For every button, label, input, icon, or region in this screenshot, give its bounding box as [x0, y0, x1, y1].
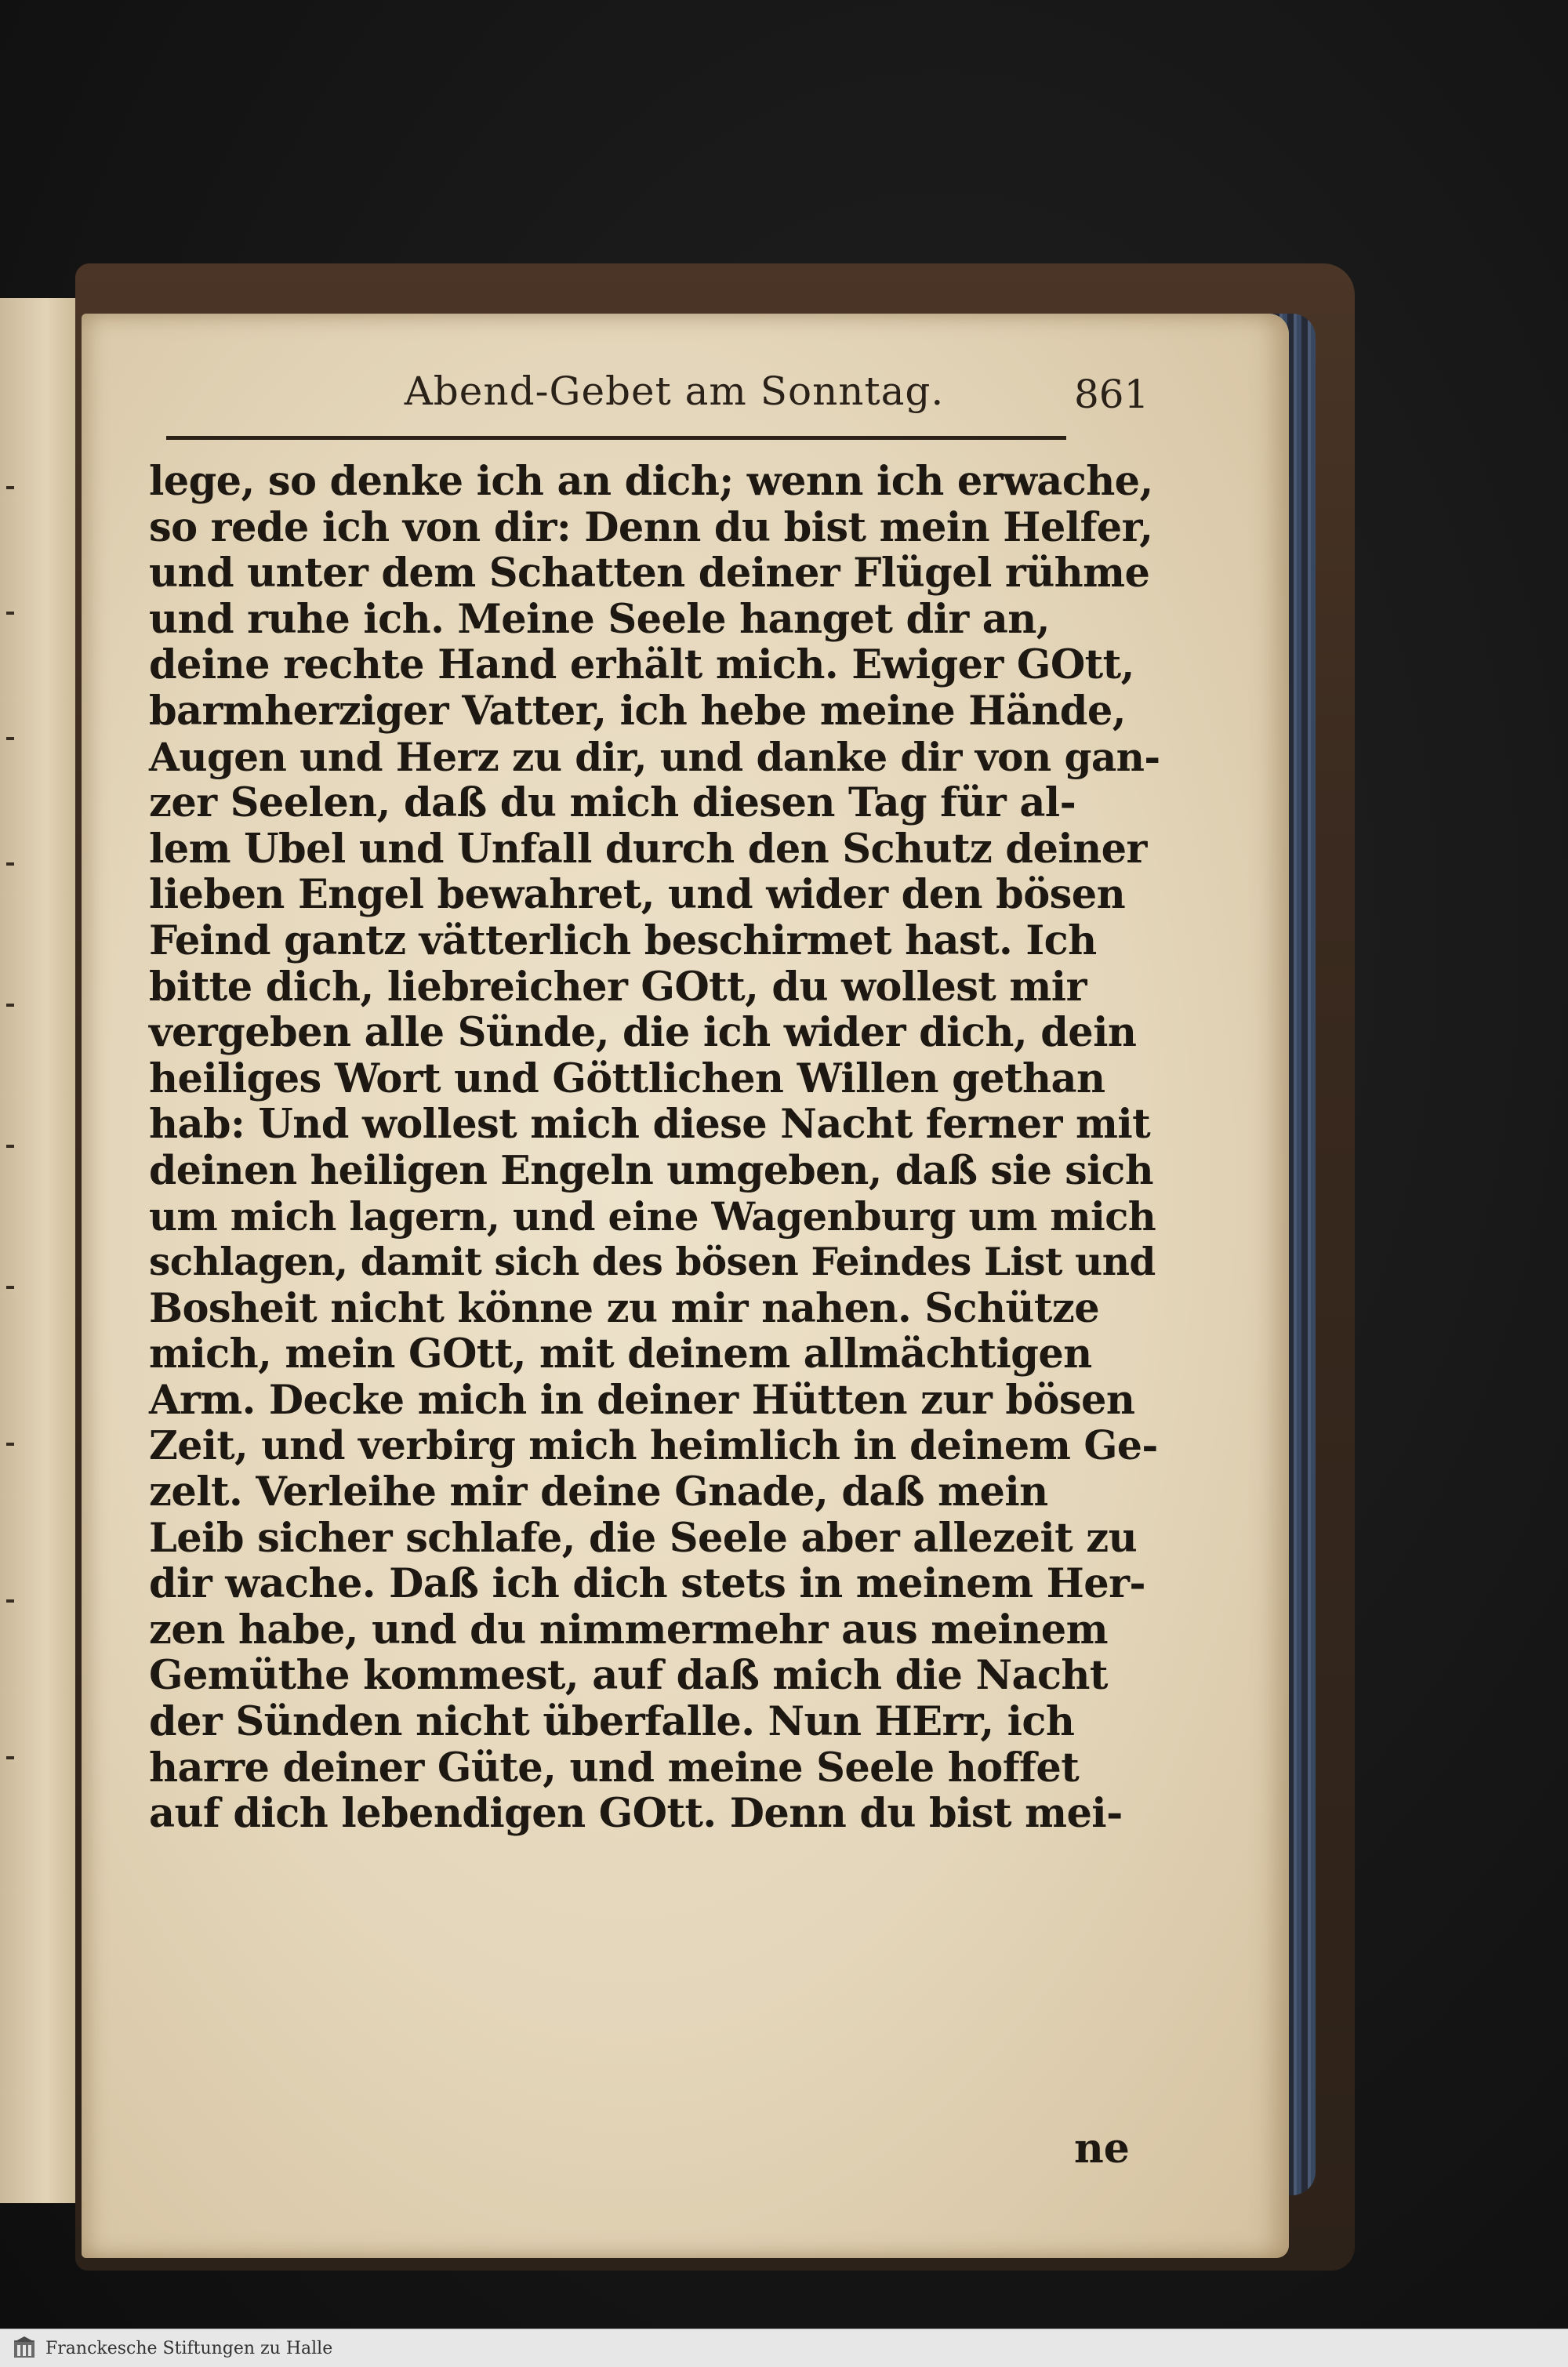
foundation-logo-icon: [13, 2336, 36, 2359]
text-line: Zeit, und verbirg mich heimlich in deinem Ge-: [149, 1422, 1158, 1469]
left-page-mark: [6, 862, 14, 866]
running-head: Abend-Gebet am Sonntag.: [404, 368, 945, 414]
text-line: vergeben alle Sünde, die ich wider dich, dein: [149, 1009, 1137, 1057]
text-line: deine rechte Hand erhält mich. Ewiger GOtt,: [149, 641, 1134, 689]
text-line: mich, mein GOtt, mit deinem allmächtigen: [149, 1331, 1092, 1378]
text-line: so rede ich von dir: Denn du bist mein Helfer,: [149, 503, 1153, 551]
left-page-mark: [6, 1145, 14, 1148]
prayer-text: [149, 459, 1160, 1837]
text-line: der Sünden nicht überfalle. Nun HErr, ich: [149, 1698, 1075, 1746]
left-page-mark: [6, 1286, 14, 1289]
left-page-mark: [6, 612, 14, 615]
left-page-mark: [6, 1599, 14, 1603]
footer-bar: [0, 2329, 1568, 2367]
header-rule: [166, 436, 1066, 440]
text-line: und unter dem Schatten deiner Flügel rühme: [149, 550, 1150, 597]
text-line: und ruhe ich. Meine Seele hanget dir an,: [149, 595, 1050, 643]
text-line: Arm. Decke mich in deiner Hütten zur bösen: [149, 1376, 1135, 1424]
text-line: Bosheit nicht könne zu mir nahen. Schütze: [149, 1284, 1100, 1332]
text-line: barmherziger Vatter, ich hebe meine Hände,: [149, 687, 1126, 735]
text-line: bitte dich, liebreicher GOtt, du wollest mir: [149, 963, 1087, 1011]
left-page-mark: [6, 737, 14, 740]
text-line: dir wache. Daß ich dich stets in meinem Her-: [149, 1560, 1145, 1608]
left-page-mark: [6, 1756, 14, 1759]
text-line: zelt. Verleihe mir deine Gnade, daß mein: [149, 1468, 1048, 1516]
left-page-mark: [6, 1004, 14, 1007]
text-line: zer Seelen, daß du mich diesen Tag für al-: [149, 779, 1076, 827]
text-line: harre deiner Güte, und meine Seele hoffet: [149, 1744, 1080, 1792]
left-page-mark: [6, 1443, 14, 1446]
text-line: Feind gantz vätterlich beschirmet hast. Ich: [149, 917, 1097, 964]
text-line: um mich lagern, und eine Wagenburg um mich: [149, 1193, 1156, 1240]
text-line: hab: Und wollest mich diese Nacht ferner mit: [149, 1101, 1151, 1149]
text-line: lem Ubel und Unfall durch den Schutz deiner: [149, 825, 1147, 873]
text-line: zen habe, und du nimmermehr aus meinem: [149, 1606, 1108, 1654]
text-line: lege, so denke ich an dich; wenn ich erwache,: [149, 458, 1153, 505]
text-line: lieben Engel bewahret, und wider den bösen: [149, 871, 1126, 919]
text-line: Gemüthe kommest, auf daß mich die Nacht: [149, 1652, 1108, 1700]
left-page-mark: [6, 486, 14, 489]
footer-credit: Franckesche Stiftungen zu Halle: [45, 2339, 333, 2358]
page-number: 861: [1074, 372, 1149, 417]
left-facing-page: [0, 298, 79, 2203]
text-line: deinen heiligen Engeln umgeben, daß sie sich: [149, 1146, 1153, 1193]
text-line: heiliges Wort und Göttlichen Willen gethan: [149, 1055, 1105, 1102]
text-line: Leib sicher schlafe, die Seele aber allezeit zu: [149, 1514, 1138, 1562]
text-line: auf dich lebendigen GOtt. Denn du bist mei-: [149, 1790, 1123, 1838]
catchword: ne: [1074, 2125, 1130, 2173]
text-line: Augen und Herz zu dir, und danke dir von gan-: [149, 733, 1160, 780]
text-line: schlagen, damit sich des bösen Feindes List und: [149, 1240, 1156, 1285]
